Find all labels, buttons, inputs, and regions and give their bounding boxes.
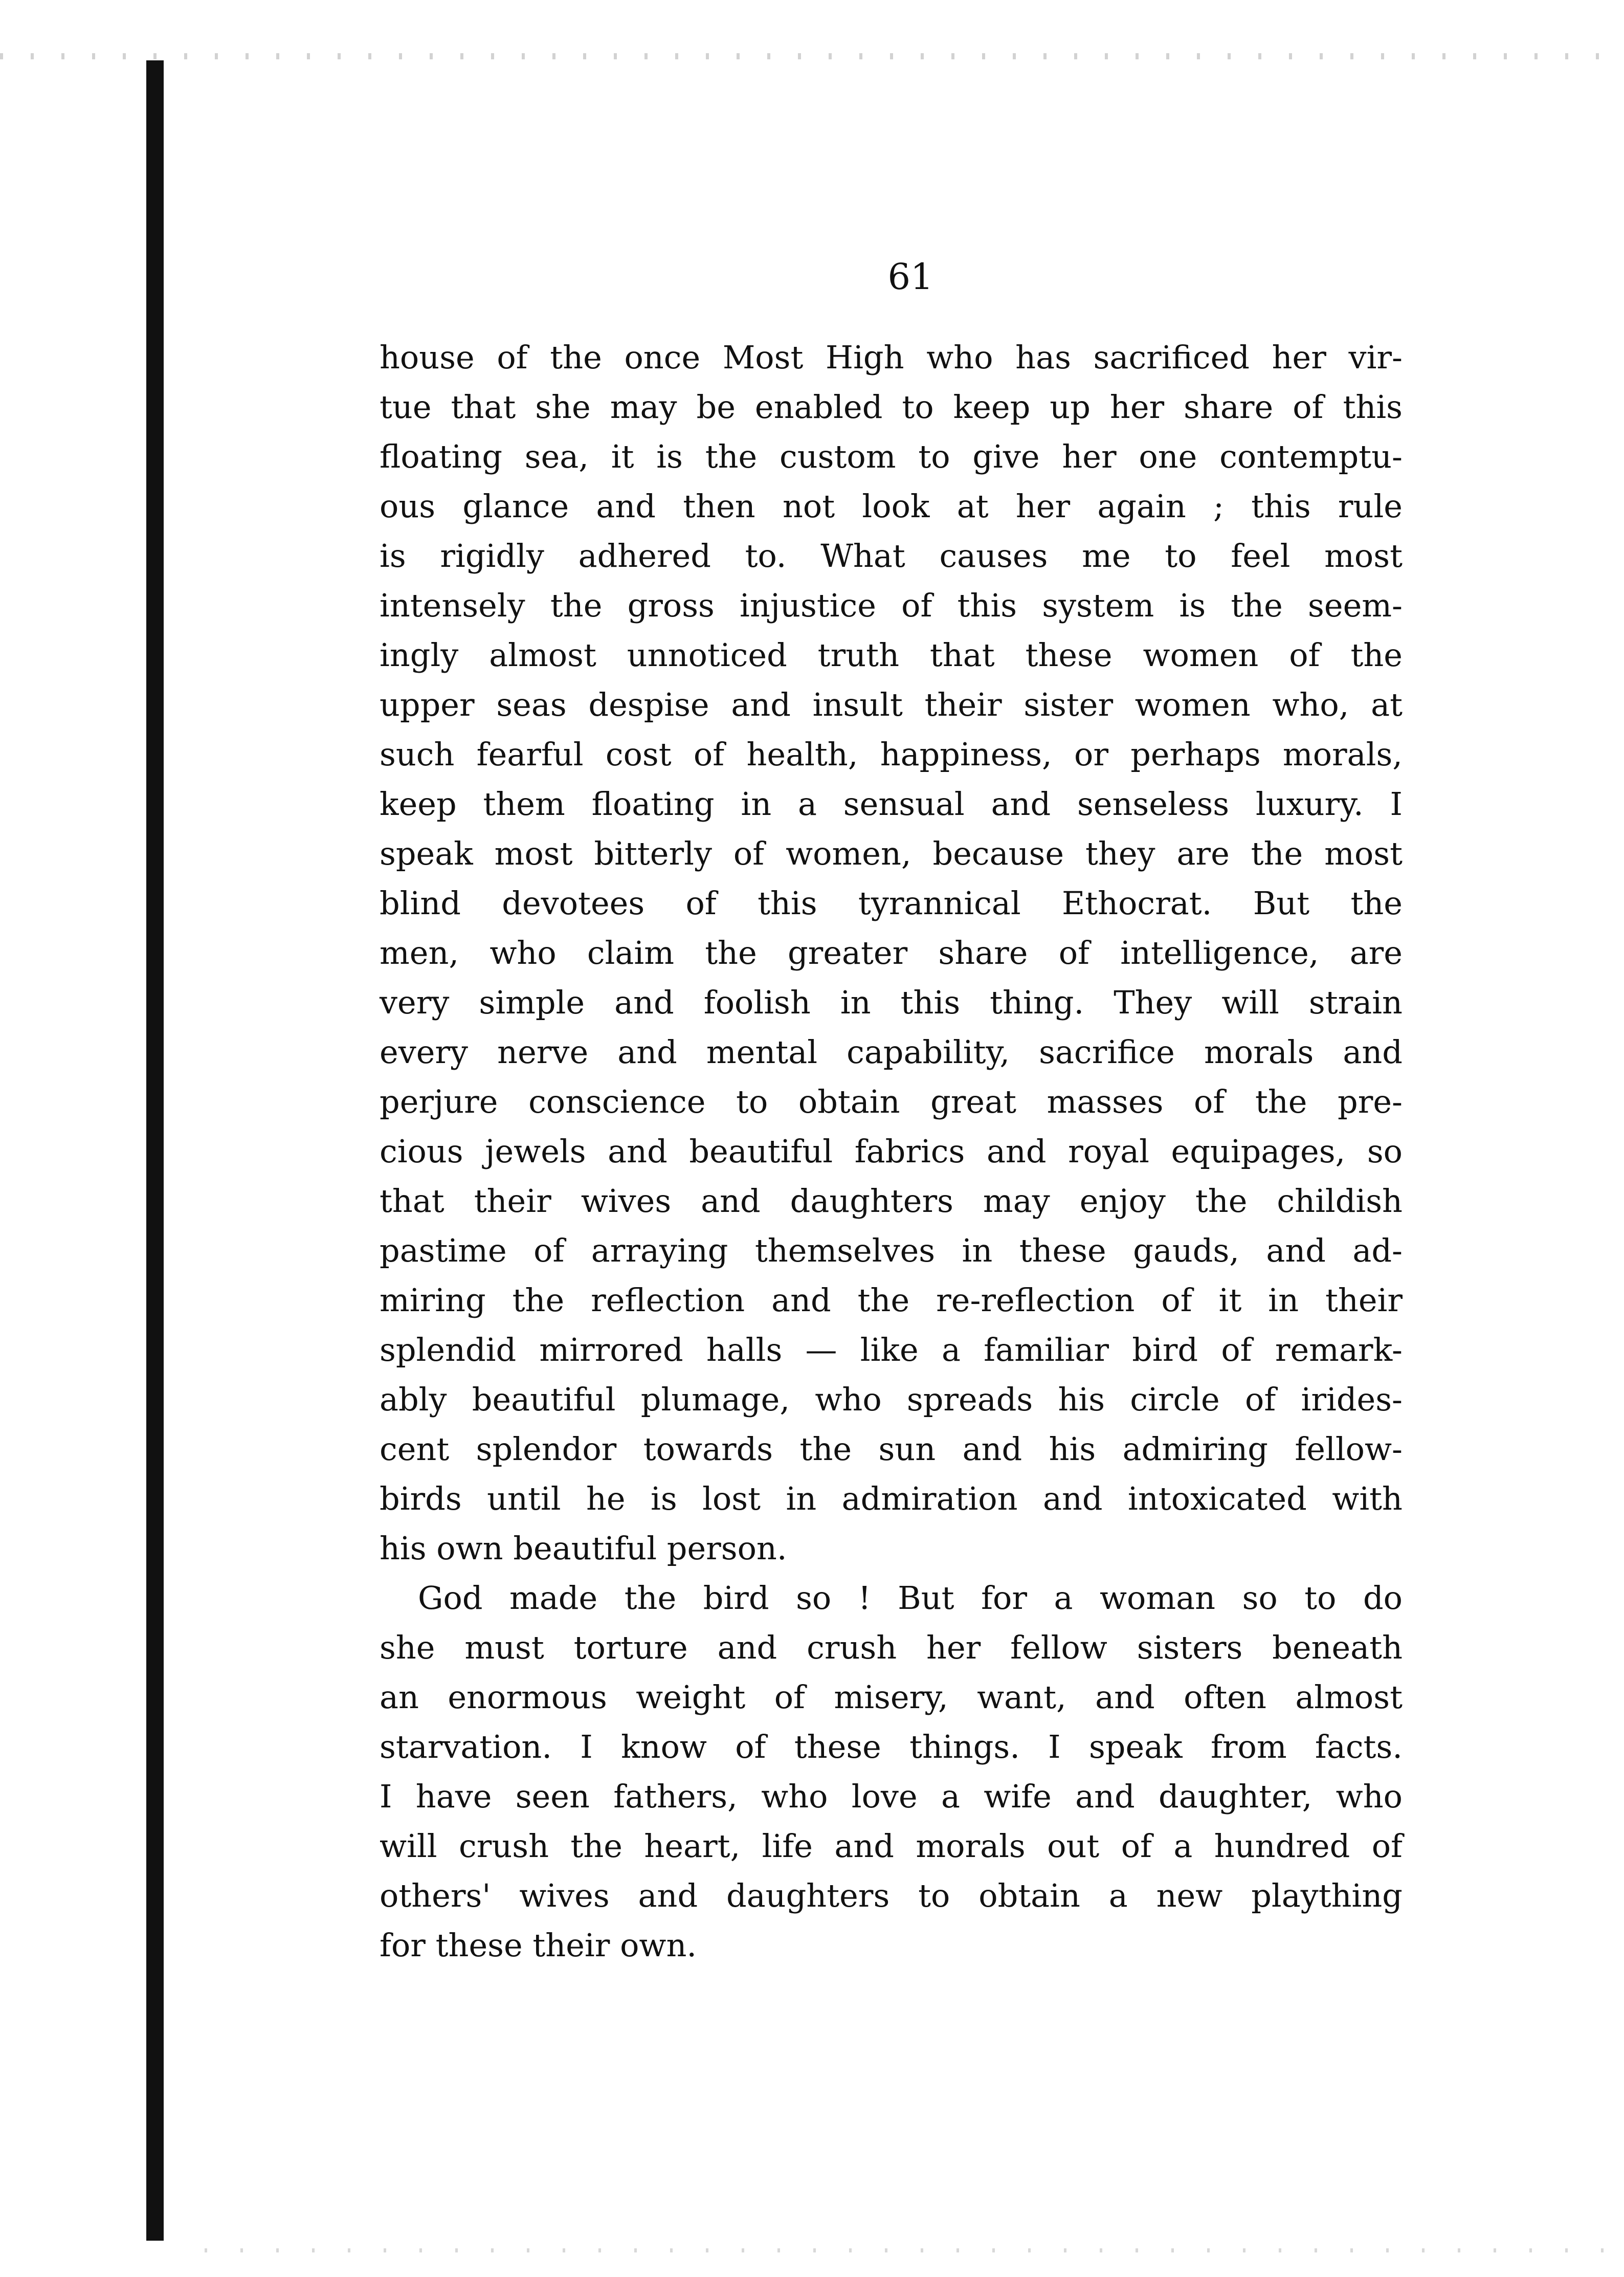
- text-line: every nerve and mental capability, sacrifice morals and: [380, 1033, 1403, 1071]
- scan-bottom-edge: [205, 2248, 1624, 2252]
- text-line: ous glance and then not look at her again ; this rule: [380, 488, 1403, 525]
- text-line: very simple and foolish in this thing. They will strain: [380, 984, 1403, 1021]
- text-line: floating sea, it is the custom to give her one contemptu-: [380, 438, 1403, 475]
- text-line: cent splendor towards the sun and his admiring fellow-: [380, 1430, 1403, 1468]
- body-text: [380, 333, 1403, 1970]
- text-line: blind devotees of this tyrannical Ethocrat. But the: [380, 885, 1403, 922]
- text-line: perjure conscience to obtain great masses of the pre-: [380, 1083, 1403, 1120]
- text-line: for these their own.: [380, 1927, 697, 1964]
- scan-top-edge: [0, 53, 1624, 59]
- text-line: upper seas despise and insult their sister women who, at: [380, 686, 1403, 723]
- text-line: house of the once Most High who has sacrificed her vir-: [380, 339, 1403, 376]
- paragraph: [380, 1573, 1403, 1970]
- text-line: that their wives and daughters may enjoy the childish: [380, 1182, 1403, 1220]
- text-line: ingly almost unnoticed truth that these women of the: [380, 636, 1403, 674]
- text-line: miring the reflection and the re-reflection of it in their: [380, 1281, 1403, 1319]
- text-line: an enormous weight of misery, want, and often almost: [380, 1678, 1403, 1716]
- text-line: speak most bitterly of women, because they are the most: [380, 835, 1403, 872]
- text-line: I have seen fathers, who love a wife and daughter, who: [380, 1778, 1403, 1815]
- text-line: birds until he is lost in admiration and intoxicated with: [380, 1480, 1403, 1517]
- text-line: others' wives and daughters to obtain a new plaything: [380, 1877, 1403, 1914]
- text-line: God made the bird so ! But for a woman so to do: [418, 1579, 1403, 1617]
- text-line: intensely the gross injustice of this system is the seem-: [380, 587, 1403, 624]
- text-line: ably beautiful plumage, who spreads his circle of irides-: [380, 1381, 1403, 1418]
- text-line: men, who claim the greater share of intelligence, are: [380, 934, 1403, 971]
- paragraph: [380, 333, 1403, 1573]
- text-line: pastime of arraying themselves in these gauds, and ad-: [380, 1232, 1403, 1269]
- text-line: will crush the heart, life and morals out of a hundred of: [380, 1827, 1403, 1865]
- page-number: 61: [887, 256, 933, 298]
- text-line: his own beautiful person.: [380, 1530, 787, 1567]
- text-line: is rigidly adhered to. What causes me to feel most: [380, 537, 1403, 574]
- binding-shadow: [146, 60, 164, 2241]
- text-line: she must torture and crush her fellow sisters beneath: [380, 1629, 1403, 1666]
- text-line: keep them floating in a sensual and senseless luxury. I: [380, 785, 1403, 823]
- text-line: cious jewels and beautiful fabrics and royal equipages, so: [380, 1133, 1403, 1170]
- text-line: such fearful cost of health, happiness, or perhaps morals,: [380, 736, 1403, 773]
- text-line: starvation. I know of these things. I speak from facts.: [380, 1728, 1403, 1765]
- text-line: splendid mirrored halls — like a familiar bird of remark-: [380, 1331, 1403, 1368]
- text-line: tue that she may be enabled to keep up her share of this: [380, 388, 1403, 426]
